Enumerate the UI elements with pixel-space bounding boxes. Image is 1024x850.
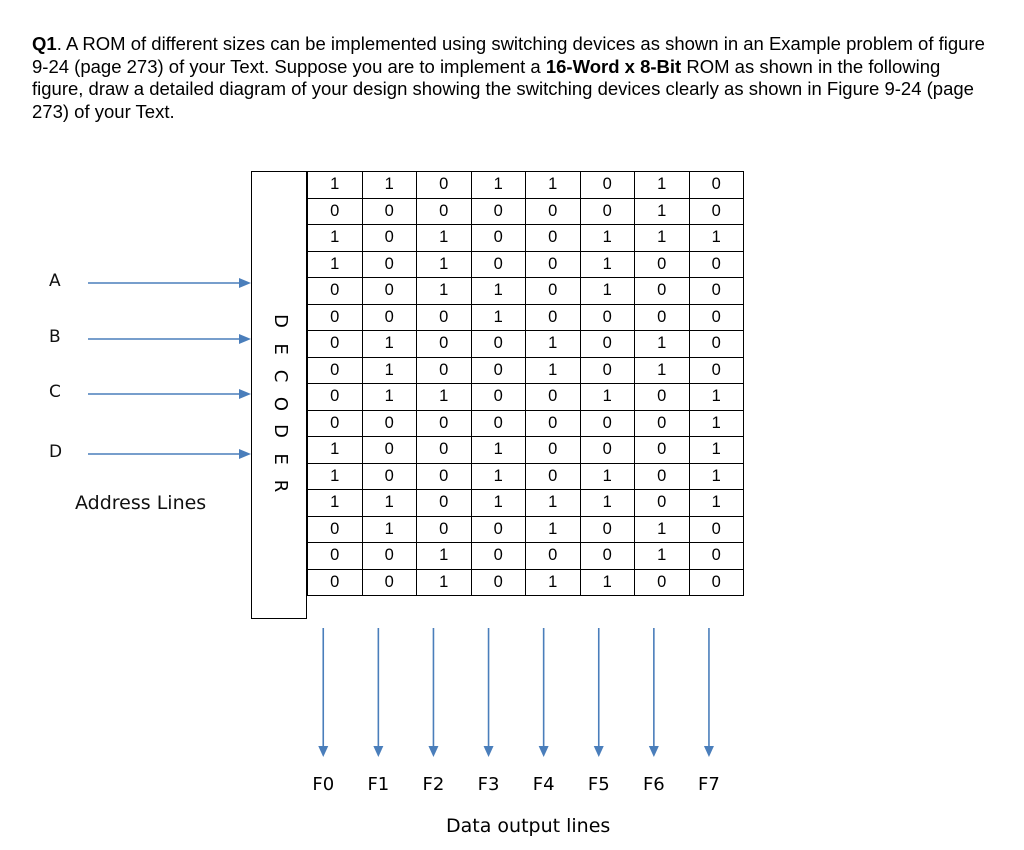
rom-cell: 1	[526, 516, 581, 543]
rom-cell: 1	[635, 225, 690, 252]
rom-cell: 1	[689, 437, 744, 464]
rom-cell: 0	[362, 543, 417, 570]
rom-row-3	[308, 251, 744, 278]
rom-cell: 1	[689, 463, 744, 490]
rom-cell: 0	[308, 384, 363, 411]
rom-cell: 0	[526, 304, 581, 331]
rom-cell: 0	[308, 278, 363, 305]
rom-cell: 0	[362, 304, 417, 331]
rom-cell: 0	[362, 410, 417, 437]
rom-row-12	[308, 490, 744, 517]
rom-cell: 0	[526, 384, 581, 411]
rom-row-1	[308, 198, 744, 225]
rom-cell: 1	[417, 543, 472, 570]
rom-cell: 1	[635, 331, 690, 358]
question-body-1: . A ROM of different sizes can be implemented using switching devices as shown in an Example problem of figure 9-24 (page 273) of your Text. Suppose you are to implement a	[32, 33, 985, 77]
output-arrowhead-f0	[318, 746, 328, 757]
rom-cell: 1	[362, 384, 417, 411]
rom-cell: 0	[362, 225, 417, 252]
question-body-2: ROM as shown in the following figure, draw a detailed diagram of your design showing the switching devices clearly as shown in Figure 9-24 (page 273) of your Text.	[32, 55, 974, 122]
output-label-f3: F3	[477, 774, 500, 795]
question-emphasis: 16-Word x 8-Bit	[545, 55, 682, 77]
data-output-lines-label: Data output lines	[446, 815, 611, 837]
address-lines-label: Address Lines	[75, 492, 207, 514]
input-arrowhead-a	[239, 278, 251, 288]
rom-cell: 1	[580, 225, 635, 252]
rom-cell: 0	[635, 490, 690, 517]
rom-cell: 0	[526, 198, 581, 225]
output-label-f0: F0	[312, 774, 335, 795]
rom-cell: 0	[689, 304, 744, 331]
rom-cell: 0	[689, 172, 744, 199]
rom-cell: 1	[635, 516, 690, 543]
rom-cell: 0	[417, 331, 472, 358]
rom-row-13	[308, 516, 744, 543]
rom-cell: 1	[580, 251, 635, 278]
rom-row-11	[308, 463, 744, 490]
rom-cell: 1	[308, 437, 363, 464]
output-arrowhead-f4	[539, 746, 549, 757]
rom-cell: 1	[635, 357, 690, 384]
rom-cell: 1	[308, 172, 363, 199]
rom-cell: 0	[471, 198, 526, 225]
rom-cell: 0	[526, 543, 581, 570]
output-arrowhead-f7	[704, 746, 714, 757]
rom-cell: 0	[417, 437, 472, 464]
rom-cell: 0	[308, 331, 363, 358]
rom-cell: 0	[526, 225, 581, 252]
rom-row-8	[308, 384, 744, 411]
rom-cell: 1	[635, 198, 690, 225]
rom-cell: 1	[417, 384, 472, 411]
input-arrowhead-c	[239, 389, 251, 399]
rom-cell: 0	[689, 198, 744, 225]
rom-cell: 1	[362, 331, 417, 358]
rom-row-2	[308, 225, 744, 252]
rom-cell: 0	[635, 384, 690, 411]
rom-cell: 0	[308, 198, 363, 225]
rom-cell: 0	[308, 410, 363, 437]
rom-cell: 1	[526, 357, 581, 384]
rom-cell: 0	[362, 569, 417, 596]
rom-cell: 0	[689, 251, 744, 278]
rom-row-6	[308, 331, 744, 358]
rom-cell: 0	[689, 516, 744, 543]
question-number: Q1	[32, 33, 57, 54]
rom-cell: 0	[417, 172, 472, 199]
rom-cell: 1	[471, 490, 526, 517]
rom-cell: 1	[471, 437, 526, 464]
decoder-letter: R	[270, 479, 291, 493]
rom-cell: 1	[308, 251, 363, 278]
rom-cell: 1	[580, 463, 635, 490]
rom-cell: 1	[308, 490, 363, 517]
rom-cell: 0	[580, 357, 635, 384]
rom-cell: 0	[689, 331, 744, 358]
output-label-f5: F5	[587, 774, 610, 795]
rom-cell: 0	[635, 569, 690, 596]
input-label-c: C	[49, 382, 61, 402]
rom-cell: 0	[417, 198, 472, 225]
output-label-f1: F1	[367, 774, 390, 795]
rom-cell: 0	[635, 463, 690, 490]
rom-cell: 1	[417, 225, 472, 252]
rom-cell: 0	[526, 410, 581, 437]
rom-cell: 1	[526, 490, 581, 517]
rom-cell: 1	[580, 490, 635, 517]
rom-cell: 0	[689, 357, 744, 384]
rom-cell: 1	[308, 225, 363, 252]
rom-cell: 1	[308, 463, 363, 490]
output-arrowhead-f2	[428, 746, 438, 757]
rom-row-15	[308, 569, 744, 596]
rom-cell: 0	[417, 516, 472, 543]
rom-cell: 1	[362, 172, 417, 199]
rom-cell: 0	[689, 569, 744, 596]
rom-cell: 0	[580, 331, 635, 358]
output-arrowhead-f6	[649, 746, 659, 757]
rom-cell: 1	[580, 569, 635, 596]
rom-cell: 1	[471, 278, 526, 305]
rom-row-7	[308, 357, 744, 384]
rom-row-0	[308, 172, 744, 199]
rom-cell: 0	[471, 569, 526, 596]
rom-row-4	[308, 278, 744, 305]
rom-cell: 0	[308, 569, 363, 596]
rom-truth-table	[307, 171, 744, 596]
rom-row-5	[308, 304, 744, 331]
rom-row-9	[308, 410, 744, 437]
rom-cell: 0	[635, 304, 690, 331]
rom-cell: 1	[526, 172, 581, 199]
rom-cell: 0	[308, 543, 363, 570]
rom-cell: 0	[362, 278, 417, 305]
rom-cell: 1	[471, 463, 526, 490]
decoder-letter: O	[270, 396, 291, 411]
rom-cell: 1	[417, 569, 472, 596]
rom-cell: 0	[635, 410, 690, 437]
rom-cell: 0	[308, 516, 363, 543]
rom-cell: 0	[471, 251, 526, 278]
rom-cell: 1	[689, 225, 744, 252]
rom-cell: 0	[526, 278, 581, 305]
rom-cell: 0	[471, 384, 526, 411]
rom-cell: 0	[417, 410, 472, 437]
decoder-letter: D	[270, 314, 291, 328]
rom-cell: 1	[689, 410, 744, 437]
rom-cell: 0	[362, 437, 417, 464]
rom-cell: 0	[635, 251, 690, 278]
rom-cell: 0	[308, 304, 363, 331]
rom-cell: 0	[471, 225, 526, 252]
decoder-letter: D	[270, 424, 291, 438]
rom-cell: 1	[689, 384, 744, 411]
input-arrowhead-b	[239, 334, 251, 344]
rom-cell: 0	[417, 463, 472, 490]
rom-cell: 0	[689, 543, 744, 570]
rom-cell: 0	[580, 198, 635, 225]
rom-cell: 1	[362, 516, 417, 543]
rom-cell: 0	[635, 278, 690, 305]
input-label-a: A	[49, 271, 61, 291]
rom-cell: 0	[580, 543, 635, 570]
rom-cell: 0	[580, 437, 635, 464]
output-arrowhead-f3	[484, 746, 494, 757]
rom-cell: 0	[580, 304, 635, 331]
rom-cell: 0	[635, 437, 690, 464]
rom-cell: 0	[580, 516, 635, 543]
rom-cell: 1	[417, 251, 472, 278]
rom-cell: 0	[471, 516, 526, 543]
rom-cell: 1	[362, 357, 417, 384]
rom-cell: 0	[417, 304, 472, 331]
rom-cell: 1	[526, 569, 581, 596]
rom-cell: 0	[526, 251, 581, 278]
rom-cell: 0	[526, 437, 581, 464]
rom-cell: 0	[417, 357, 472, 384]
decoder-letter: E	[270, 342, 291, 355]
rom-cell: 0	[471, 331, 526, 358]
input-arrowhead-d	[239, 449, 251, 459]
rom-cell: 0	[580, 172, 635, 199]
output-arrowhead-f1	[373, 746, 383, 757]
rom-cell: 0	[362, 198, 417, 225]
rom-cell: 0	[417, 490, 472, 517]
rom-cell: 0	[580, 410, 635, 437]
output-label-f6: F6	[642, 774, 665, 795]
output-label-f7: F7	[698, 774, 720, 795]
input-label-b: B	[49, 327, 61, 347]
decoder-letter: C	[270, 369, 291, 383]
rom-cell: 1	[471, 172, 526, 199]
rom-cell: 1	[580, 384, 635, 411]
rom-cell: 1	[635, 543, 690, 570]
output-label-f4: F4	[532, 774, 555, 795]
rom-cell: 1	[362, 490, 417, 517]
rom-cell: 0	[308, 357, 363, 384]
rom-cell: 0	[362, 251, 417, 278]
decoder-letter: E	[270, 452, 291, 465]
rom-cell: 1	[417, 278, 472, 305]
rom-cell: 1	[635, 172, 690, 199]
rom-cell: 0	[471, 543, 526, 570]
rom-row-10	[308, 437, 744, 464]
rom-cell: 1	[580, 278, 635, 305]
rom-cell: 0	[471, 357, 526, 384]
output-label-f2: F2	[422, 774, 445, 795]
input-label-d: D	[49, 442, 63, 462]
rom-cell: 1	[689, 490, 744, 517]
rom-cell: 0	[526, 463, 581, 490]
rom-cell: 0	[689, 278, 744, 305]
rom-cell: 0	[362, 463, 417, 490]
rom-row-14	[308, 543, 744, 570]
rom-cell: 1	[471, 304, 526, 331]
rom-cell: 1	[526, 331, 581, 358]
rom-cell: 0	[471, 410, 526, 437]
output-arrowhead-f5	[594, 746, 604, 757]
